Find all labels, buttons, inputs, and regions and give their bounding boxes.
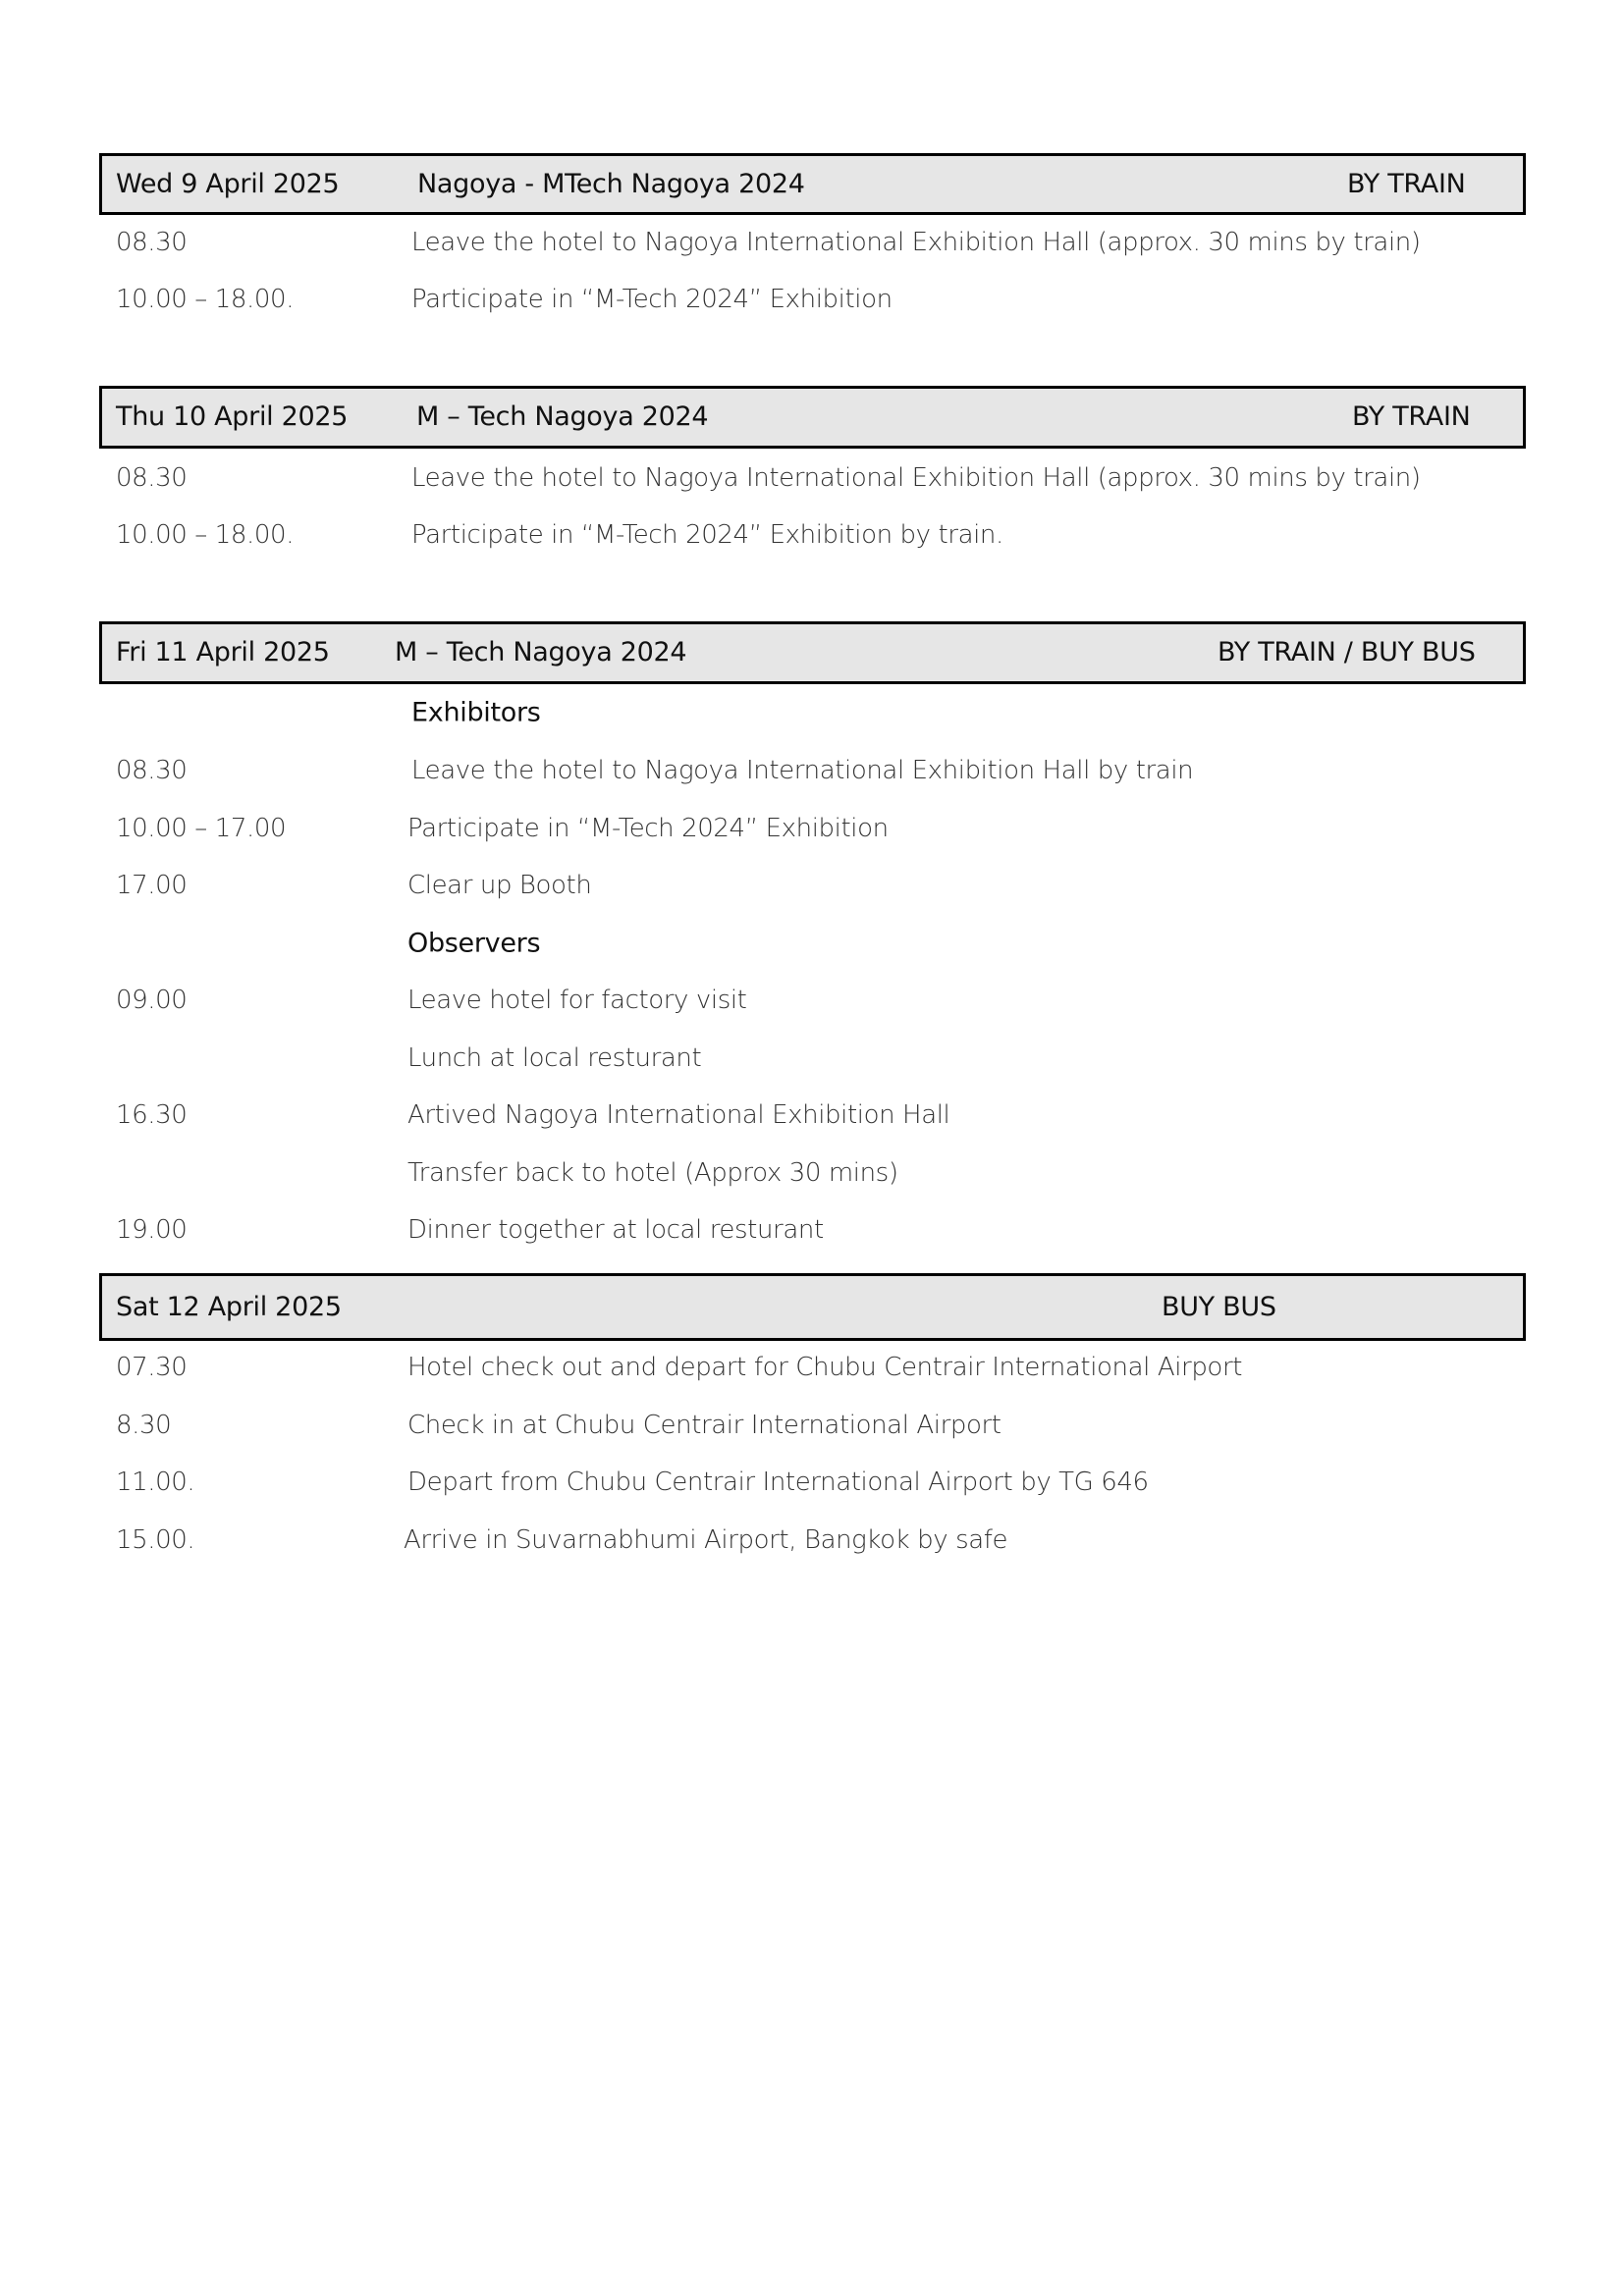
day-title: M – Tech Nagoya 2024 — [416, 400, 709, 432]
day-transport: BY TRAIN / BUY BUS — [1218, 636, 1476, 667]
item-text: Participate in “M-Tech 2024” Exhibition — [407, 814, 889, 843]
day-date: Thu 10 April 2025 — [116, 400, 349, 432]
item-time: 8.30 — [116, 1411, 172, 1440]
day-date: Wed 9 April 2025 — [116, 168, 340, 199]
item-text: Depart from Chubu Centrair International Airport by TG 646 — [407, 1468, 1149, 1497]
item-time: 11.00. — [116, 1468, 195, 1497]
item-text: Participate in “M-Tech 2024” Exhibition — [411, 285, 893, 314]
item-time: 08.30 — [116, 756, 188, 785]
day-header-wed — [99, 153, 1526, 215]
item-text: Lunch at local resturant — [407, 1043, 702, 1073]
day-date: Sat 12 April 2025 — [116, 1291, 342, 1322]
item-time: 09.00 — [116, 986, 188, 1015]
day-transport: BY TRAIN — [1347, 168, 1466, 199]
item-time: 08.30 — [116, 463, 188, 493]
item-text: Participate in “M-Tech 2024” Exhibition by train. — [411, 520, 1003, 550]
item-text: Hotel check out and depart for Chubu Centrair International Airport — [407, 1353, 1243, 1382]
day-transport: BY TRAIN — [1352, 400, 1471, 432]
item-text: Arrive in Suvarnabhumi Airport, Bangkok by safe — [404, 1525, 1008, 1555]
item-text: Dinner together at local resturant — [407, 1215, 824, 1245]
item-time: 10.00 – 18.00. — [116, 285, 295, 314]
item-text: Artived Nagoya International Exhibition Hall — [407, 1100, 950, 1130]
item-text: Transfer back to hotel (Approx 30 mins) — [407, 1158, 898, 1188]
day-title: Nagoya - MTech Nagoya 2024 — [417, 168, 805, 199]
observers-label: Observers — [407, 928, 541, 959]
day-title: M – Tech Nagoya 2024 — [395, 636, 687, 667]
day-date: Fri 11 April 2025 — [116, 636, 330, 667]
item-text: Leave the hotel to Nagoya International Exhibition Hall (approx. 30 mins by train) — [411, 228, 1421, 257]
item-text: Leave the hotel to Nagoya International Exhibition Hall by train — [411, 756, 1194, 785]
item-text: Leave the hotel to Nagoya International Exhibition Hall (approx. 30 mins by train) — [411, 463, 1421, 493]
day-header-fri — [99, 621, 1526, 684]
item-time: 19.00 — [116, 1215, 188, 1245]
item-time: 10.00 – 18.00. — [116, 520, 295, 550]
item-time: 08.30 — [116, 228, 188, 257]
day-transport: BUY BUS — [1162, 1291, 1276, 1322]
item-time: 10.00 – 17.00 — [116, 814, 287, 843]
exhibitors-label: Exhibitors — [411, 697, 541, 728]
item-time: 16.30 — [116, 1100, 188, 1130]
item-time: 15.00. — [116, 1525, 195, 1555]
item-text: Leave hotel for factory visit — [407, 986, 747, 1015]
item-text: Clear up Booth — [407, 871, 592, 900]
day-header-sat — [99, 1273, 1526, 1341]
item-time: 07.30 — [116, 1353, 188, 1382]
day-header-thu — [99, 386, 1526, 449]
item-text: Check in at Chubu Centrair International Airport — [407, 1411, 1001, 1440]
item-time: 17.00 — [116, 871, 188, 900]
